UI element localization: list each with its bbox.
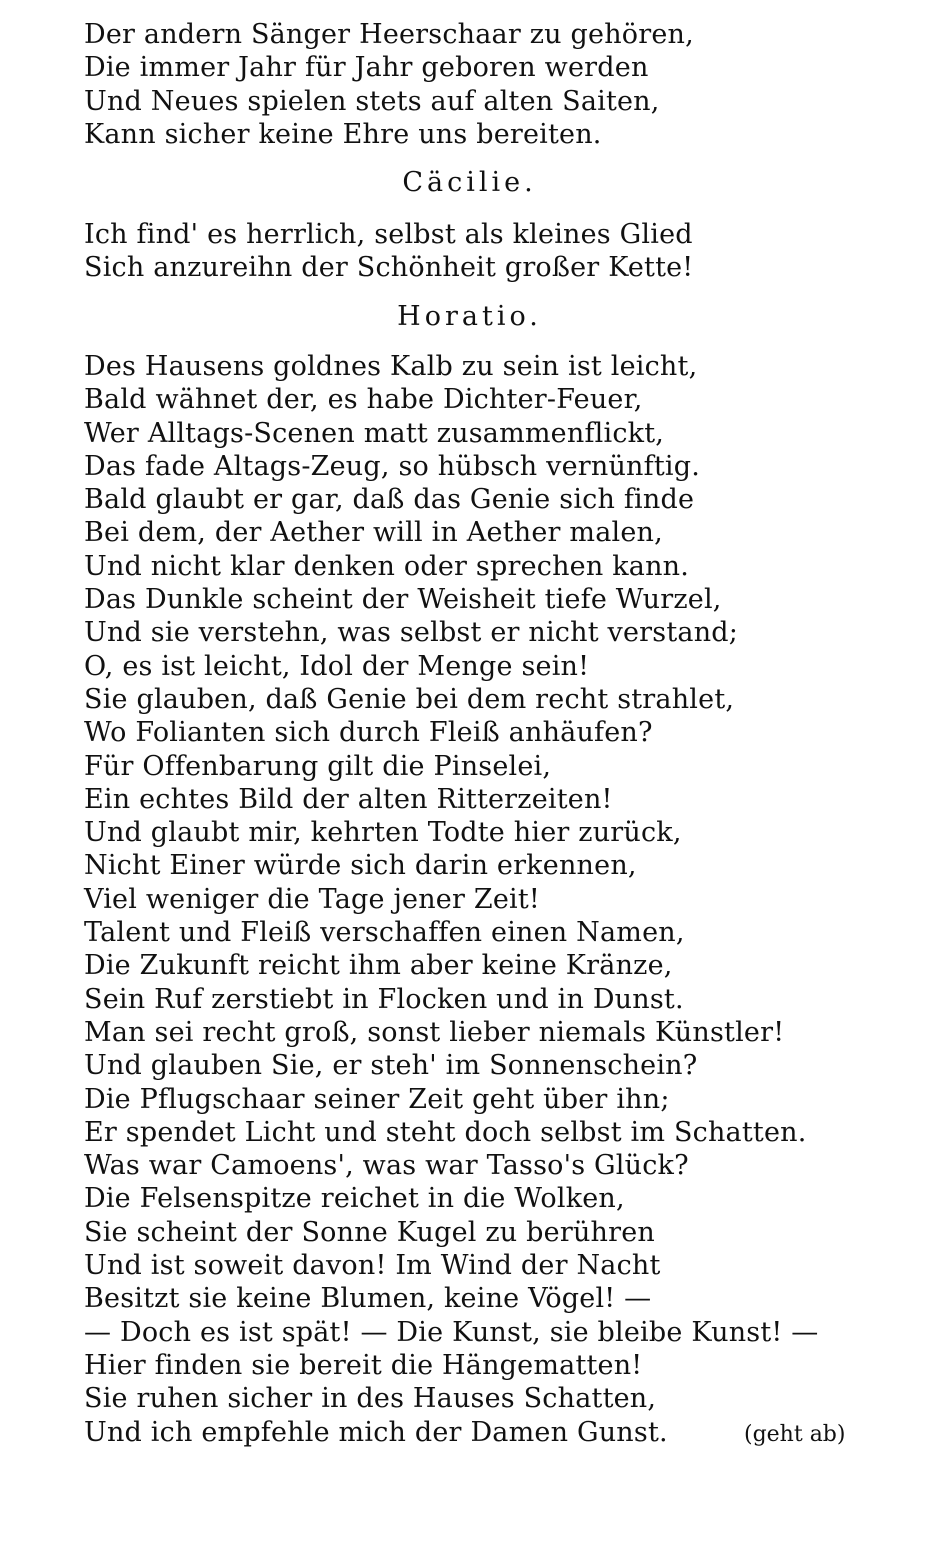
verse-line: Sie scheint der Sonne Kugel zu berühren [84,1216,656,1248]
verse-line: Talent und Fleiß verschaffen einen Namen, [84,917,685,949]
verse-line: Das Dunkle scheint der Weisheit tiefe Wurzel, [84,584,722,616]
verse-line: Sein Ruf zerstiebt in Flocken und in Dunst. [84,983,684,1015]
verse-line: Besitzt sie keine Blumen, keine Vögel! — [84,1283,652,1315]
verse-line: Sich anzureihn der Schönheit großer Kette! [84,252,694,284]
verse-line: Nicht Einer würde sich darin erkennen, [84,850,637,882]
verse-line: Viel weniger die Tage jener Zeit! [84,883,540,915]
verse-line: Und ist soweit davon! Im Wind der Nacht [84,1250,661,1282]
speaker-heading-caecilie: Cäcilie. [402,167,537,198]
speaker-heading-horatio: Horatio. [397,301,542,332]
verse-line: Und ich empfehle mich der Damen Gunst. [84,1416,668,1448]
verse-line: Für Offenbarung gilt die Pinselei, [84,750,552,782]
verse-line: Das fade Altags-Zeug, so hübsch vernünftig. [84,450,700,482]
verse-line: Und glauben Sie, er steh' im Sonnenschein? [84,1050,698,1082]
verse-line: Und Neues spielen stets auf alten Saiten, [84,85,660,117]
verse-line: Der andern Sänger Heerschaar zu gehören, [84,19,694,50]
verse-line: Ich find' es herrlich, selbst als kleines Glied [84,219,693,250]
verse-line: Sie glauben, daß Genie bei dem recht strahlet, [84,683,735,715]
verse-block-2 [84,218,884,285]
verse-line: Man sei recht groß, sonst lieber niemals Künstler! [84,1016,785,1048]
verse-line: Sie ruhen sicher in des Hauses Schatten, [84,1383,657,1415]
verse-line: Wer Alltags-Scenen matt zusammenflickt, [84,417,665,449]
verse-line: Die immer Jahr für Jahr geboren werden [84,52,649,84]
verse-block-3 [84,350,904,1449]
verse-line: Bald wähnet der, es habe Dichter-Feuer, [84,384,643,416]
stage-direction: (geht ab) [744,1422,846,1447]
verse-line: Bei dem, der Aether will in Aether malen, [84,517,663,549]
verse-line: Des Hausens goldnes Kalb zu sein ist leicht, [84,351,698,382]
verse-line: Und nicht klar denken oder sprechen kann. [84,550,690,582]
verse-line: Die Zukunft reicht ihm aber keine Kränze, [84,950,673,982]
verse-line: Was war Camoens', was war Tasso's Glück? [84,1150,689,1182]
verse-block-1 [84,18,884,151]
verse-line: Hier finden sie bereit die Hängematten! [84,1349,643,1381]
verse-line: O, es ist leicht, Idol der Menge sein! [84,650,590,682]
verse-line: Und sie verstehn, was selbst er nicht verstand; [84,617,739,649]
verse-line: Die Felsenspitze reichet in die Wolken, [84,1183,625,1215]
verse-line: Bald glaubt er gar, daß das Genie sich finde [84,484,695,516]
verse-line: — Doch es ist spät! — Die Kunst, sie bleibe Kunst! — [84,1316,819,1348]
verse-line: Kann sicher keine Ehre uns bereiten. [84,118,602,150]
verse-line: Und glaubt mir, kehrten Todte hier zurück, [84,817,682,849]
verse-line: Die Pflugschaar seiner Zeit geht über ihn; [84,1083,670,1115]
verse-line: Wo Folianten sich durch Fleiß anhäufen? [84,717,653,749]
verse-line: Ein echtes Bild der alten Ritterzeiten! [84,783,613,815]
verse-line: Er spendet Licht und steht doch selbst im Schatten. [84,1116,807,1148]
